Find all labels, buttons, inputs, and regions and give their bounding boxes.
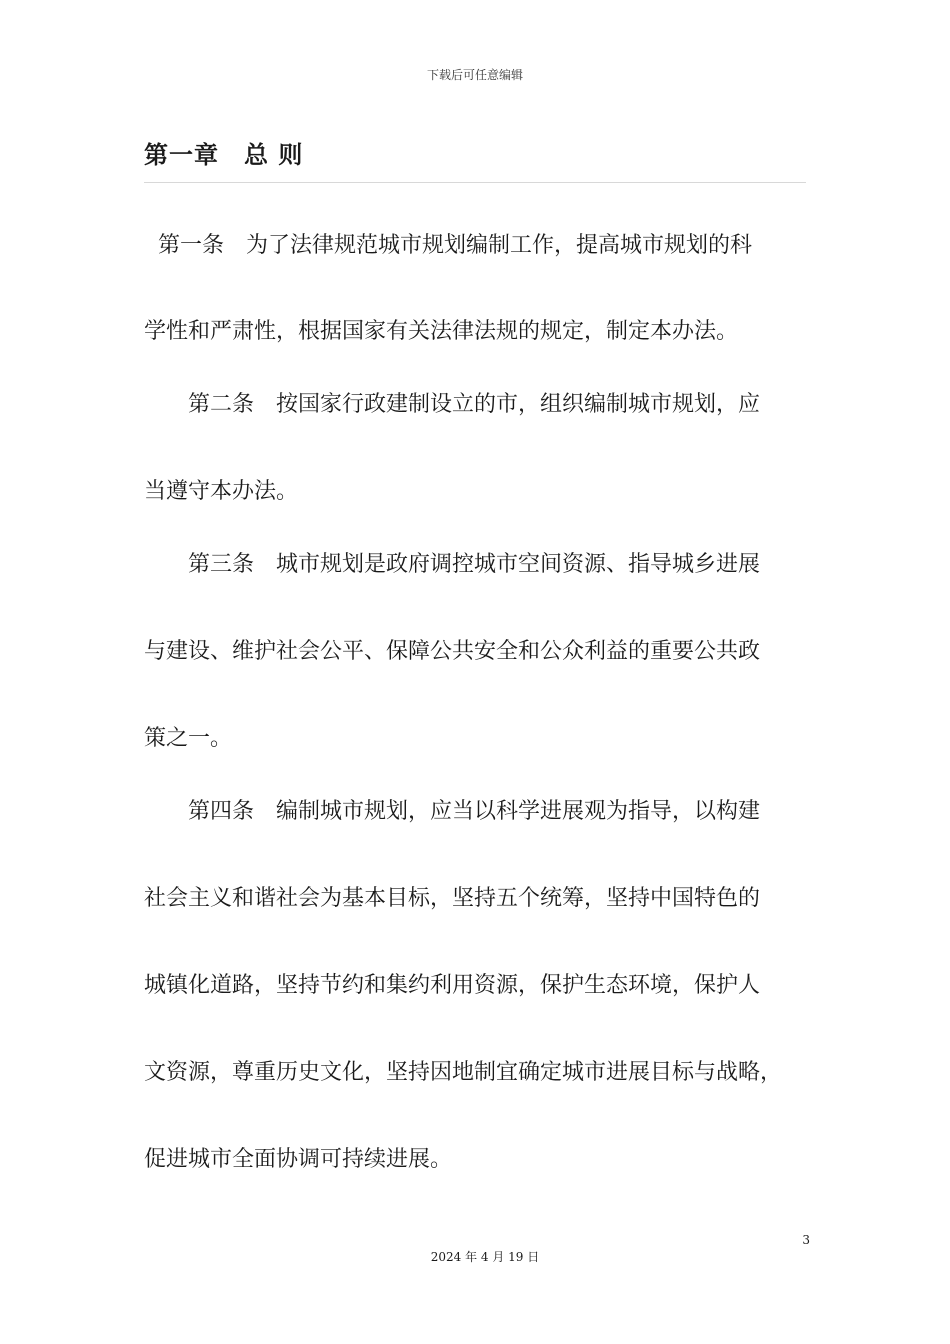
text-line: 当遵守本办法。 [144, 479, 299, 504]
text-line: 策之一。 [144, 726, 233, 751]
chapter-title: 第一章 总 则 [144, 141, 304, 169]
text-line: 第一条 为了法律规范城市规划编制工作，提高城市规划的科 [144, 233, 752, 258]
page-number: 3 [802, 1233, 810, 1247]
page-header: 下载后可任意编辑 [426, 68, 523, 82]
text-line: 促进城市全面协调可持续进展。 [144, 1147, 453, 1172]
title-divider [144, 182, 806, 183]
text-line: 与建设、维护社会公平、保障公共安全和公众利益的重要公共政 [144, 639, 761, 664]
text-line: 社会主义和谐社会为基本目标，坚持五个统筹，坚持中国特色的 [144, 886, 761, 911]
text-line: 城镇化道路，坚持节约和集约利用资源，保护生态环境，保护人 [144, 973, 761, 998]
text-line: 学性和严肃性，根据国家有关法律法规的规定，制定本办法。 [144, 319, 739, 344]
text-line: 文资源，尊重历史文化，坚持因地制宜确定城市进展目标与战略， [144, 1060, 783, 1085]
text-line: 第四条 编制城市规划，应当以科学进展观为指导，以构建 [144, 799, 761, 824]
text-line: 第二条 按国家行政建制设立的市，组织编制城市规划，应 [144, 392, 761, 417]
footer-date: 2024 年 4 月 19 日 [430, 1250, 540, 1264]
text-line: 第三条 城市规划是政府调控城市空间资源、指导城乡进展 [144, 552, 761, 577]
